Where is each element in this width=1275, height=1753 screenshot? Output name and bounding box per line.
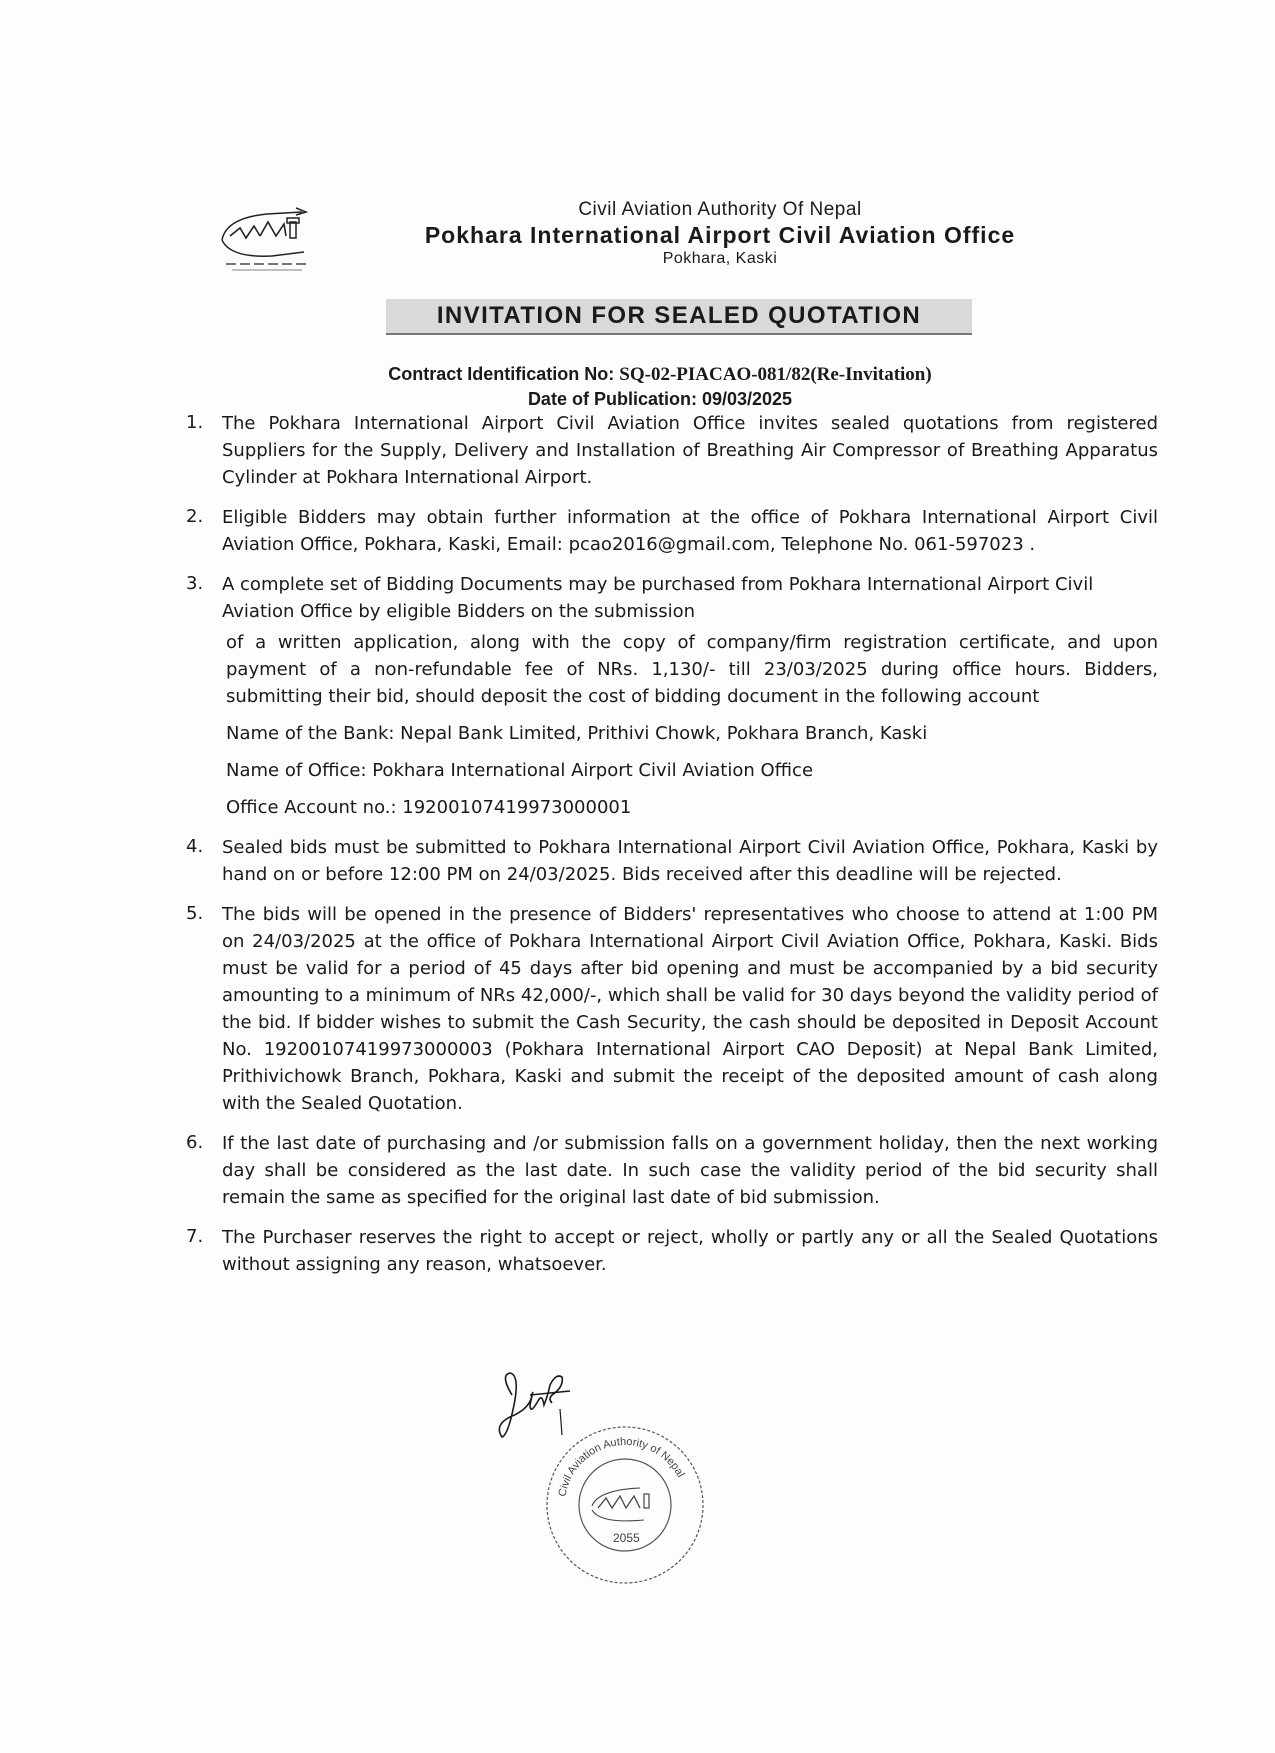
- contract-id-label: Contract Identification No:: [388, 364, 615, 384]
- clause-number: 1.: [186, 412, 204, 433]
- office-name: Pokhara International Airport Civil Aviation Office: [424, 222, 1016, 248]
- office-account-number: Office Account no.: 19200107419973000001: [226, 797, 632, 818]
- clause-text: Eligible Bidders may obtain further information at the office of Pokhara International Airport Civil Aviation Office, Pokhara, Kaski, Email: pcao2016@gmail.com, Telephone No. 061-597023 .: [222, 507, 1158, 555]
- contract-id-value: SQ-02-PIACAO-081/82(Re-Invitation): [619, 364, 932, 385]
- clause-number: 5.: [186, 903, 204, 924]
- clause-number: 4.: [186, 836, 204, 857]
- clause-number: 3.: [186, 573, 204, 594]
- contract-info: [300, 362, 1020, 411]
- clause-text-b: of a written application, along with the copy of company/firm registration certificate, and upon payment of a non-refundable fee of NRs. 1,130/- till 23/03/2025 during office hours. Bidders, submitting their bid, should deposit the cost of bidding document in the following account: [226, 632, 1158, 707]
- clause-text-a: A complete set of Bidding Documents may be purchased from Pokhara International Airport Civil Aviation Office by eligible Bidders on the submission: [222, 574, 1094, 622]
- office-location: Pokhara, Kaski: [662, 250, 778, 267]
- clause-2: [186, 504, 1158, 558]
- letterhead: [330, 199, 1110, 269]
- title-banner: [386, 299, 972, 335]
- caan-logo: [212, 200, 330, 280]
- document-title: INVITATION FOR SEALED QUOTATION: [436, 302, 922, 329]
- clause-6: [186, 1130, 1158, 1211]
- clause-5: [186, 901, 1158, 1117]
- seal-year: 2055: [613, 1531, 640, 1545]
- clause-list: [186, 410, 1158, 1291]
- bank-name: Name of the Bank: Nepal Bank Limited, Prithivi Chowk, Pokhara Branch, Kaski: [226, 723, 928, 744]
- clause-text: The Purchaser reserves the right to accept or reject, wholly or partly any or all the Sealed Quotations without assigning any reason, whatsoever.: [222, 1227, 1158, 1275]
- publication-date-value: 09/03/2025: [701, 389, 793, 409]
- clause-7: [186, 1224, 1158, 1278]
- clause-text: The bids will be opened in the presence of Bidders' representatives who choose to attend at 1:00 PM on 24/03/2025 at the office of Pokhara International Airport Civil Aviation Office, Pokhara, Kaski. Bids must be valid for a period of 45 days after bid opening and must be accompanied by a bid security amounting to a minimum of NRs 42,000/-, which shall be valid for 30 days beyond the validity period of the bid. If bidder wishes to submit the Cash Security, the cash should be deposited in Deposit Account No. 19200107419973000003 (Pokhara International Airport CAO Deposit) at Nepal Bank Limited, Prithivichowk Branch, Pokhara, Kaski and submit the receipt of the deposited amount of cash along with the Sealed Quotation.: [222, 904, 1158, 1114]
- seal-text: Civil Aviation Authority of Nepal: [556, 1435, 687, 1498]
- office-seal: [540, 1420, 710, 1590]
- clause-text: Sealed bids must be submitted to Pokhara International Airport Civil Aviation Office, Pokhara, Kaski by hand on or before 12:00 PM on 24/03/2025. Bids received after this deadline will be rejected.: [222, 837, 1158, 885]
- publication-date-line: [300, 387, 1020, 411]
- clause-3: [186, 571, 1158, 821]
- authority-name: Civil Aviation Authority Of Nepal: [578, 199, 862, 220]
- clause-number: 7.: [186, 1226, 204, 1247]
- clause-number: 6.: [186, 1132, 204, 1153]
- clause-text: If the last date of purchasing and /or submission falls on a government holiday, then the next working day shall be considered as the last date. In such case the validity period of the bid security shall remain the same as specified for the original last date of bid submission.: [222, 1133, 1158, 1208]
- clause-4: [186, 834, 1158, 888]
- contract-id-line: [300, 362, 1020, 387]
- office-account-name: Name of Office: Pokhara International Airport Civil Aviation Office: [226, 760, 814, 781]
- clause-text: The Pokhara International Airport Civil Aviation Office invites sealed quotations from registered Suppliers for the Supply, Delivery and Installation of Breathing Air Compressor of Breathing Apparatus Cylinder at Pokhara International Airport.: [222, 413, 1158, 488]
- clause-number: 2.: [186, 506, 204, 527]
- clause-1: [186, 410, 1158, 491]
- publication-date-label: Date of Publication:: [527, 389, 697, 409]
